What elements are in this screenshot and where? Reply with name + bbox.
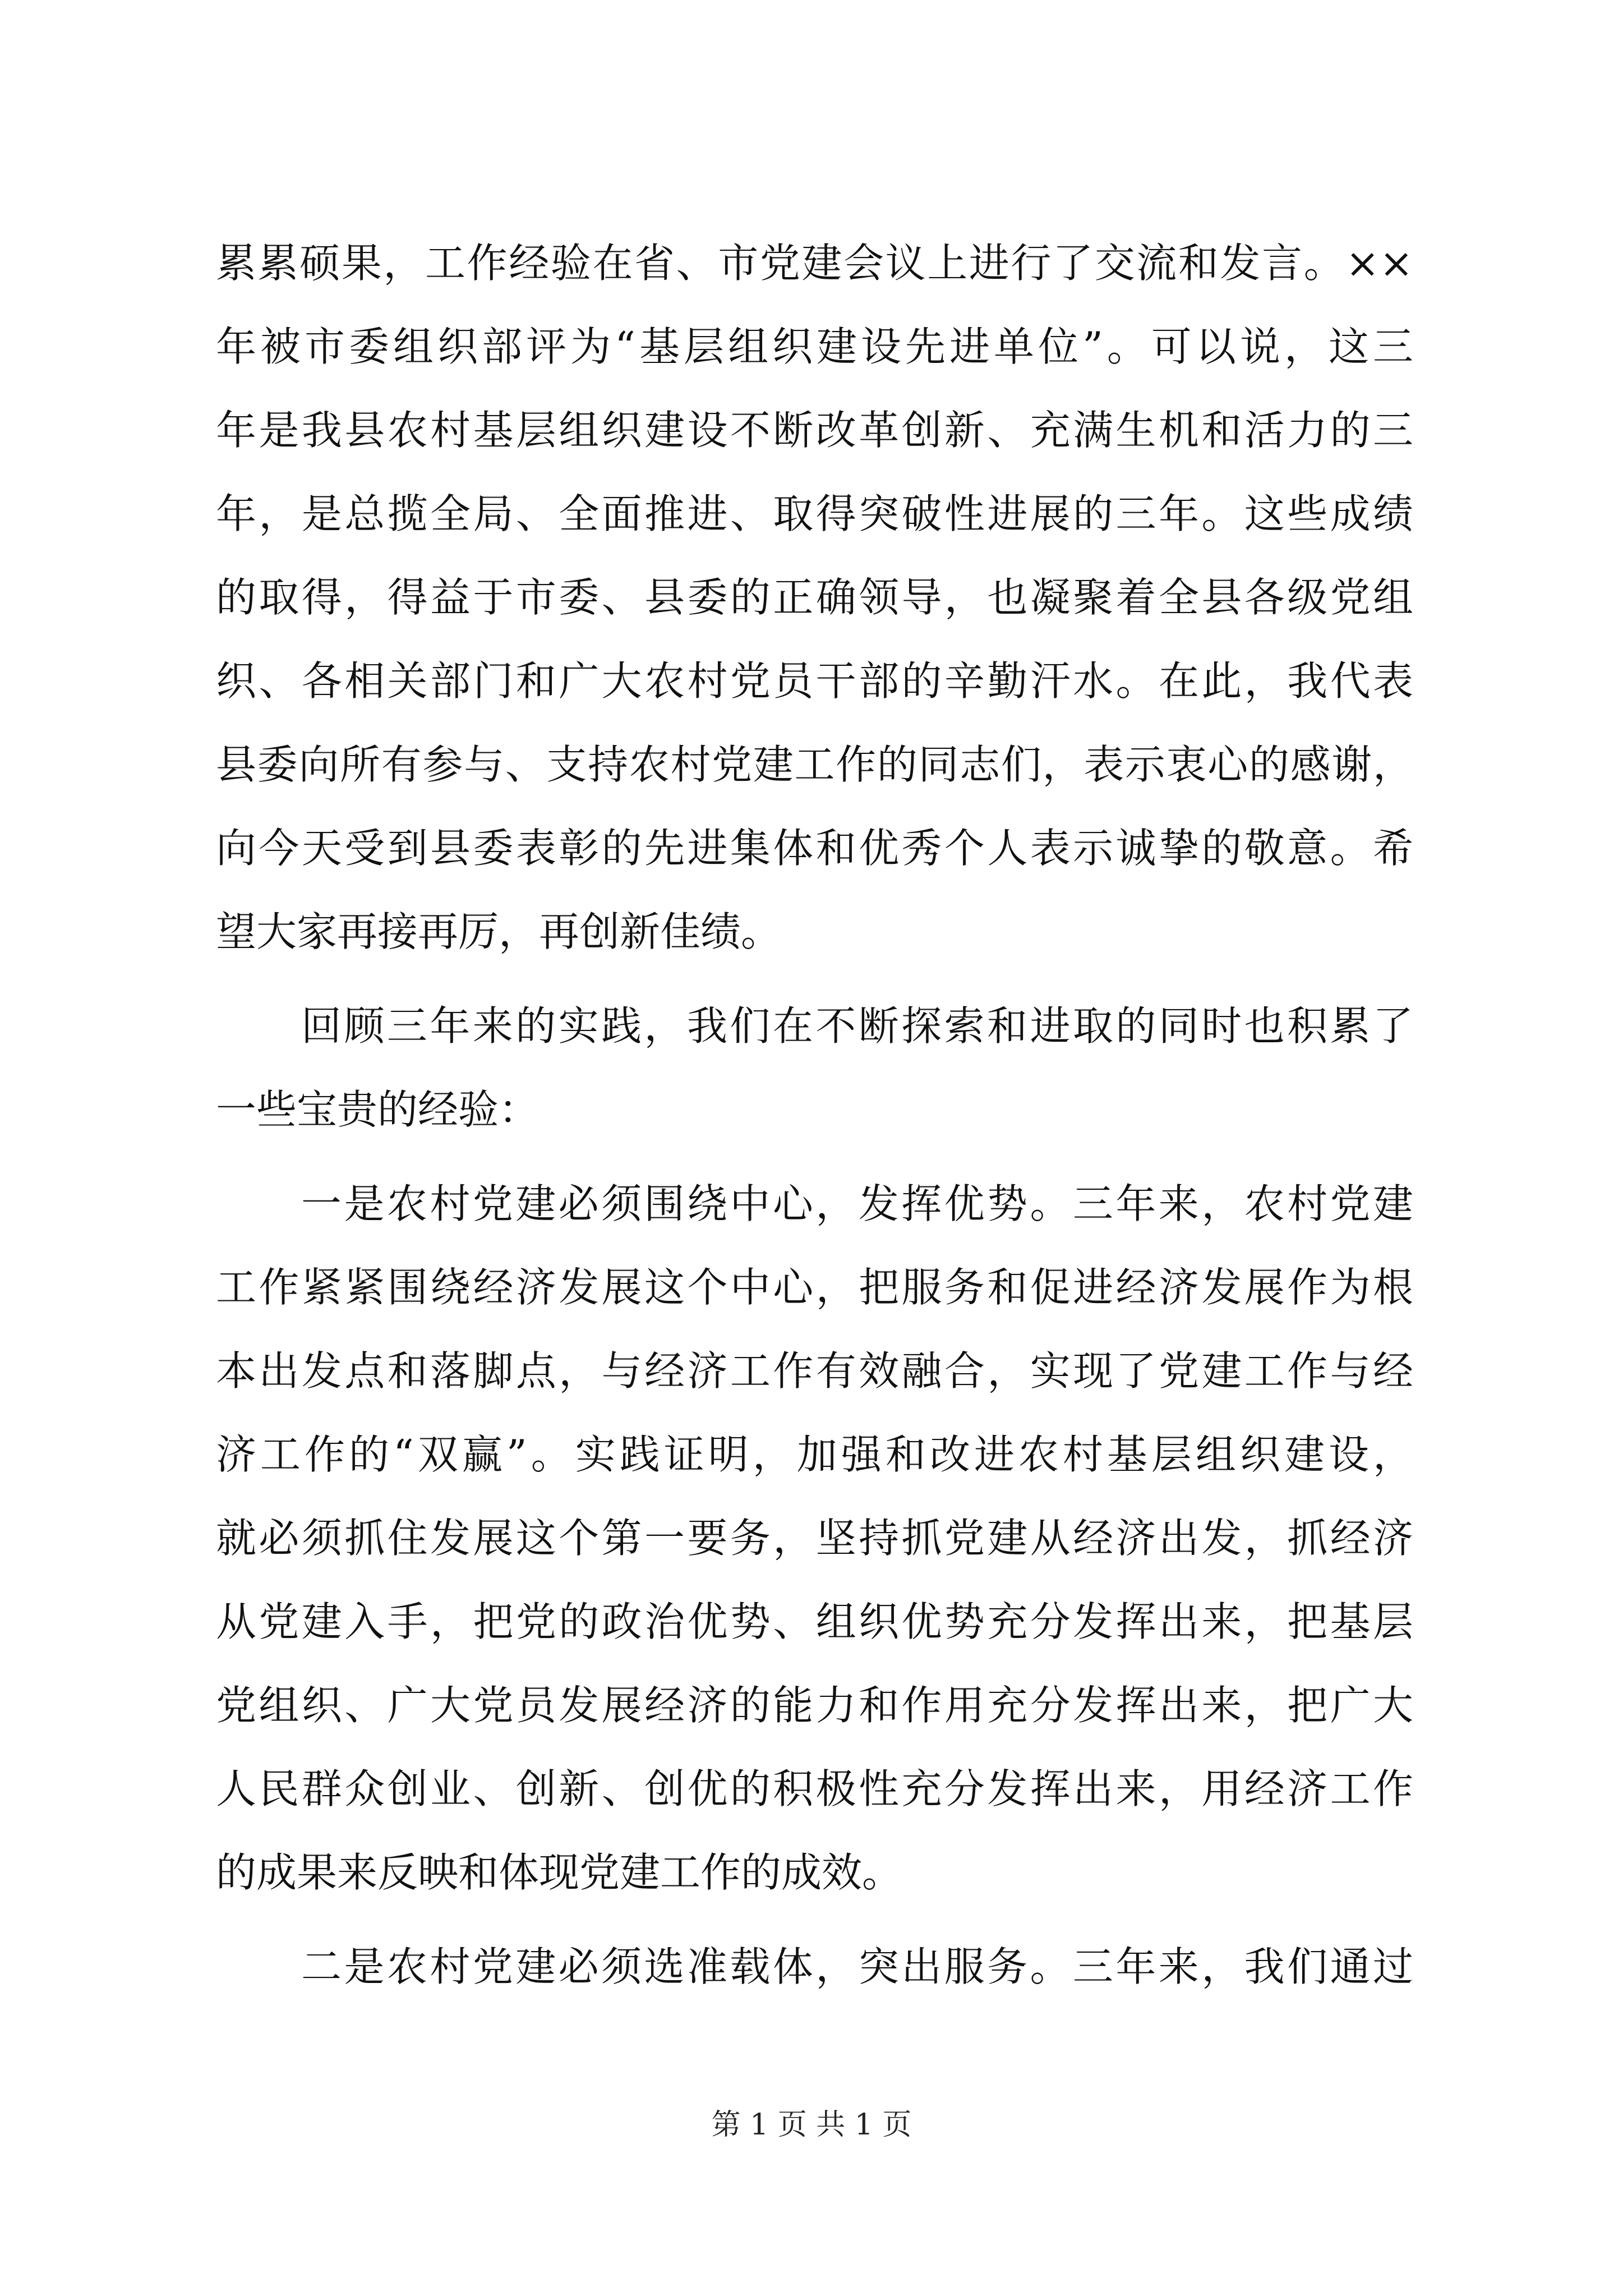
document-body — [216, 222, 1413, 2009]
page-footer: 第 1 页 共 1 页 — [711, 2108, 912, 2142]
body-line: 就必须抓住发展这个第一要务，坚持抓党建从经济出发，抓经济 — [216, 1515, 1413, 1562]
body-line: 累累硕果，工作经验在省、市党建会议上进行了交流和发言。×× — [216, 240, 1413, 287]
paragraph-gap — [216, 974, 1413, 984]
body-line: 二是农村党建必须选准载体，突出服务。三年来，我们通过 — [301, 1943, 1413, 1990]
body-line: 回顾三年来的实践，我们在不断探索和进取的同时也积累了 — [301, 1002, 1413, 1050]
body-line: 济工作的“双赢”。实践证明，加强和改进农村基层组织建设， — [216, 1431, 1413, 1478]
body-line: 的成果来反映和体现党建工作的成效。 — [216, 1849, 903, 1896]
paragraph-gap — [216, 1915, 1413, 1925]
body-line: 本出发点和落脚点，与经济工作有效融合，实现了党建工作与经 — [216, 1347, 1413, 1395]
body-line: 党组织、广大党员发展经济的能力和作用充分发挥出来，把广大 — [216, 1682, 1413, 1729]
body-line: 从党建入手，把党的政治优势、组织优势充分发挥出来，把基层 — [216, 1598, 1413, 1645]
body-line: 一些宝贵的经验： — [216, 1086, 540, 1133]
body-line: 年是我县农村基层组织建设不断改革创新、充满生机和活力的三 — [216, 407, 1413, 454]
body-line: 县委向所有参与、支持农村党建工作的同志们，表示衷心的感谢， — [216, 741, 1413, 788]
body-line: 望大家再接再厉，再创新佳绩。 — [216, 908, 782, 955]
body-line: 向今天受到县委表彰的先进集体和优秀个人表示诚挚的敬意。希 — [216, 825, 1413, 872]
body-line: 人民群众创业、创新、创优的积极性充分发挥出来，用经济工作 — [216, 1765, 1413, 1812]
body-line: 织、各相关部门和广大农村党员干部的辛勤汗水。在此，我代表 — [216, 657, 1413, 705]
paragraph-gap — [216, 1152, 1413, 1162]
body-line: 工作紧紧围绕经济发展这个中心，把服务和促进经济发展作为根 — [216, 1264, 1413, 1311]
body-line: 年，是总揽全局、全面推进、取得突破性进展的三年。这些成绩 — [216, 490, 1413, 537]
body-line: 一是农村党建必须围绕中心，发挥优势。三年来，农村党建 — [301, 1180, 1413, 1227]
body-line: 年被市委组织部评为“基层组织建设先进单位”。可以说，这三 — [216, 323, 1413, 370]
body-line: 的取得，得益于市委、县委的正确领导，也凝聚着全县各级党组 — [216, 574, 1413, 621]
